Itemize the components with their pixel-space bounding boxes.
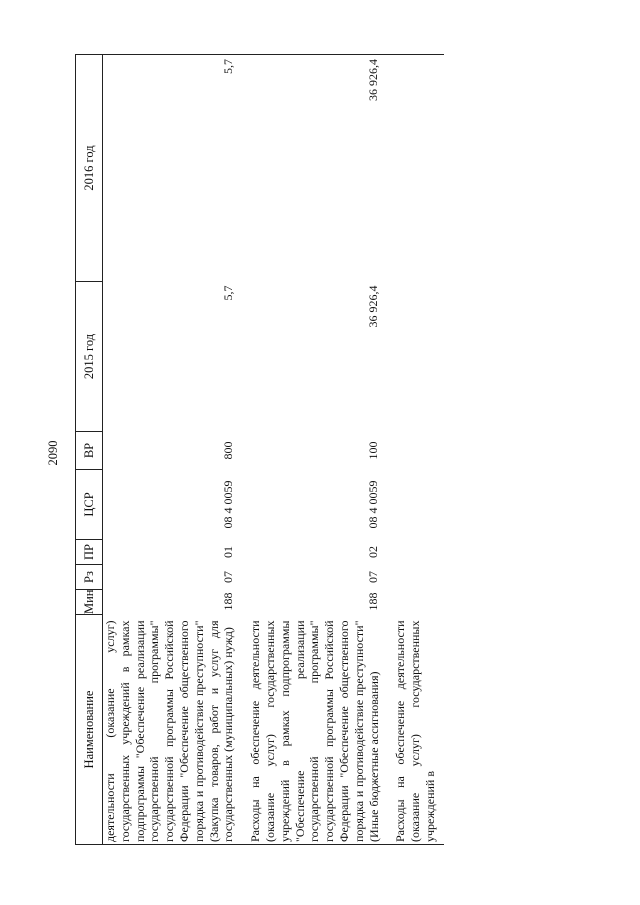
header-name: Наименование [76, 615, 103, 845]
row-rz [387, 565, 443, 590]
table-row [103, 55, 243, 845]
header-min: Мин [76, 590, 103, 615]
row-name: Расходы на обеспечение деятельности (оказание услуг) государственных учреждений в рамках подпрограммы "Обеспечение реализации государственной программы" государственной программы Российской Федерации "Обеспечение общественного порядка и противодействие преступности" (Иные бюджетные ассигнования) [242, 615, 387, 845]
row-value-2016: 5,7 [103, 55, 243, 282]
table-body [103, 55, 444, 845]
page-number: 2090 [45, 440, 60, 466]
row-rz: 07 [366, 571, 381, 583]
row-value-2016: 36 926,4 [242, 55, 387, 282]
row-pr [387, 540, 443, 565]
header-2016: 2016 год [76, 55, 103, 282]
header-rz: Рз [76, 565, 103, 590]
row-name: Расходы на обеспечение деятельности (оказание услуг) государственных учреждений в [387, 615, 443, 845]
row-min [387, 590, 443, 615]
row-rz: 07 [221, 571, 236, 583]
rotated-page-content [75, 45, 635, 845]
row-name: деятельности (оказание услуг) государственных учреждений в рамках подпрограммы "Обеспечение реализации государственной программы" государственной программы Российской Федерации "Обеспечение общественного порядка и противодействие преступности" (Закупка товаров, работ и услуг для государственных (муниципальных) нужд) [103, 615, 243, 845]
row-csr [387, 470, 443, 540]
row-pr: 01 [221, 546, 236, 558]
row-pr: 02 [366, 546, 381, 558]
header-vr: ВР [76, 432, 103, 470]
header-pr: ПР [76, 540, 103, 565]
row-vr: 800 [221, 441, 236, 460]
row-min: 188 [366, 592, 381, 611]
header-row [76, 55, 103, 845]
row-vr: 100 [366, 441, 381, 460]
row-value-2015: 5,7 [221, 285, 236, 301]
row-value-2015 [387, 282, 443, 432]
header-csr: ЦСР [76, 470, 103, 540]
table-header [76, 55, 103, 845]
row-vr [387, 432, 443, 470]
row-min: 188 [221, 592, 236, 611]
row-csr: 08 4 0059 [366, 480, 381, 529]
header-2015: 2015 год [76, 282, 103, 432]
row-csr: 08 4 0059 [221, 480, 236, 529]
table-row [387, 55, 443, 845]
row-value-2016 [387, 55, 443, 282]
row-value-2015: 36 926,4 [366, 285, 381, 328]
table-row [242, 55, 387, 845]
budget-table [75, 54, 444, 845]
